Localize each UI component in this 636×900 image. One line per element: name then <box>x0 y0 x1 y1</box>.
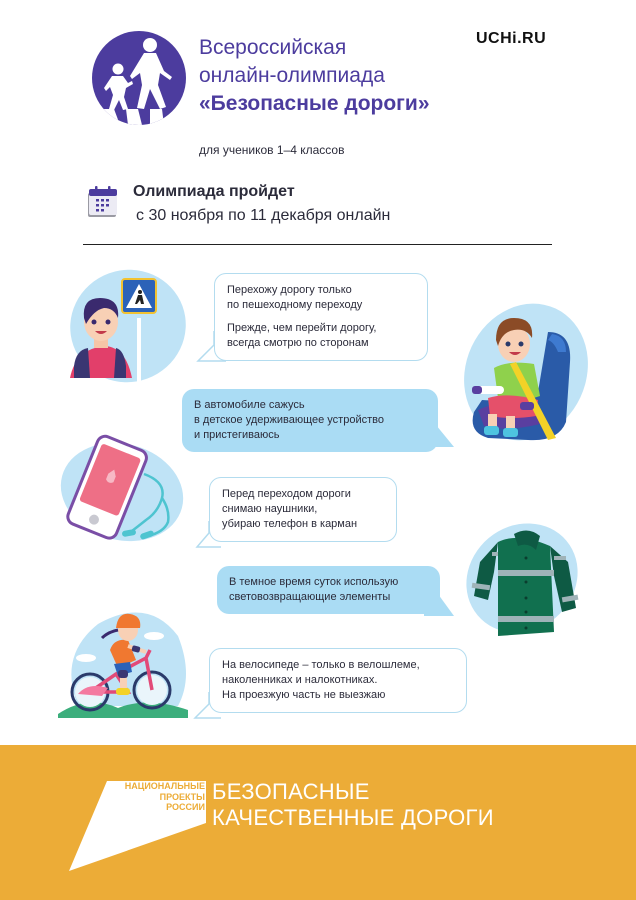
rule-bubble-bicycle <box>209 648 467 713</box>
girl-on-bicycle-illustration <box>58 596 194 718</box>
rule-bubble-crossing <box>214 273 428 361</box>
rule-1-line-2: по пешеходному переходу <box>227 299 363 311</box>
np-line-3: РОССИИ <box>166 802 205 812</box>
rule-1-line-3: Прежде, чем перейти дорогу, <box>227 322 377 334</box>
rule-2-line-1: В автомобиле сажусь <box>194 399 305 411</box>
rule-3-line-2: снимаю наушники, <box>222 503 318 515</box>
rule-1-line-4: всегда смотрю по сторонам <box>227 337 369 349</box>
rule-5-line-3: На проезжую часть не выезжаю <box>222 689 386 701</box>
np-line-2: ПРОЕКТЫ <box>159 791 205 802</box>
boy-in-car-seat-illustration <box>448 292 588 444</box>
adult-and-child-crossing-icon <box>92 31 186 125</box>
rule-bubble-headphones <box>209 477 397 542</box>
audience-subtitle: для учеников 1–4 классов <box>199 143 345 157</box>
olympiad-logo <box>92 31 186 125</box>
rule-5-line-1: На велосипеде – только в велошлеме, <box>222 659 420 671</box>
reflective-jacket-illustration <box>458 512 586 640</box>
boy-with-crosswalk-sign-illustration <box>66 266 196 386</box>
rule-bubble-reflective <box>217 566 440 614</box>
title-line-2: онлайн-олимпиада <box>199 64 385 87</box>
page-title <box>199 34 469 118</box>
footer-title-line-2: КАЧЕСТВЕННЫЕ ДОРОГИ <box>212 805 494 830</box>
section-divider <box>83 244 552 245</box>
schedule-dates: с 30 ноября по 11 декабря онлайн <box>136 207 391 224</box>
rule-5-line-2: наколенниках и налокотниках. <box>222 674 378 686</box>
schedule-title: Олимпиада пройдет <box>133 183 295 200</box>
rule-2-line-3: и пристегиваюсь <box>194 429 280 441</box>
uchi-ru-logo[interactable]: UCHi.RU <box>476 30 547 47</box>
title-line-1: Всероссийская <box>199 36 347 59</box>
footer-title <box>212 779 494 831</box>
calendar-icon <box>87 185 119 219</box>
rule-4-line-1: В темное время суток использую <box>229 576 399 588</box>
footer-title-line-1: БЕЗОПАСНЫЕ <box>212 779 370 804</box>
rule-3-line-3: убираю телефон в карман <box>222 518 358 530</box>
np-line-1: НАЦИОНАЛЬНЫЕ <box>124 781 205 791</box>
rule-3-line-1: Перед переходом дороги <box>222 488 351 500</box>
rule-1-line-1: Перехожу дорогу только <box>227 284 352 296</box>
rule-4-line-2: световозвращающие элементы <box>229 591 391 603</box>
phone-with-headphones-illustration <box>58 434 192 546</box>
national-projects-logo-text <box>119 781 205 813</box>
rule-bubble-car-seat <box>182 389 438 452</box>
title-line-3: «Безопасные дороги» <box>199 92 430 115</box>
rule-2-line-2: в детское удерживающее устройство <box>194 414 384 426</box>
